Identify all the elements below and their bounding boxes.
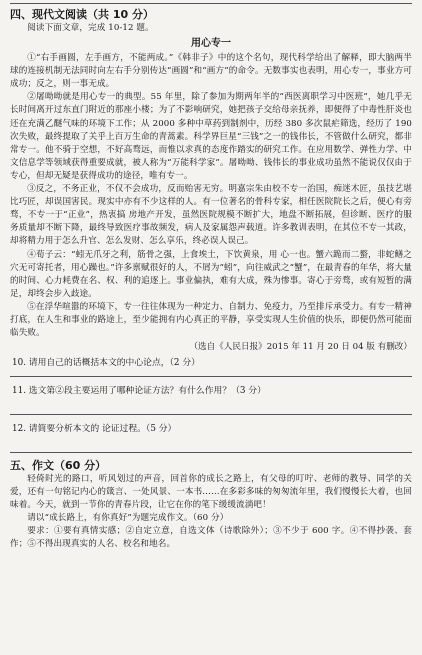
essay-requirements: 要求：①要有真情实感；②自定立意，自选文体（诗歌除外）；③不少于 600 字。④不得抄袭、套作；⑤不得出现真实的人名、校名和地名。	[10, 526, 412, 550]
essay-title-instruction: 请以“成长路上，有你真好”为题完成作文。（60 分）	[27, 512, 229, 523]
question-10: 10. 请用自己的话概括本文的中心论点，（2 分）	[12, 357, 200, 368]
paragraph-2: ②屠呦呦就是用心专一的典型。55 年里，除了参加为期两年半的“西医离职学习中医班”，她几乎无长时间离开过东直门附近的那座小楼；为了不影响研究，她把孩子交给母亲抚养，即便得了中毒性肝炎也还在充满乙醚气味的环境下工作；从 2000 多种中草药到制剂中，历经 380 多次鼠疟筛选，经历了 190 次失败，最终提取了关乎上百万生命的青蒿素。科学界巨星“三钱”之一的钱伟长，不管做什么研究，都非常专一。他不骑于空想，不好高骛远，而惟以求真的态度作踏实的研究工作。在应用数学、弹性力学、中文信息学等领域获得重要成就，被人称为“万能科学家”。屠呦呦、钱伟长的事业成功虽然不能说仅仅由于专心，但却无疑是获得成功的途径，唯有专一。	[10, 92, 412, 181]
paragraph-4: ④荀子云：“蚓无爪牙之利，筋骨之强，上食埃土，下饮黄泉，用 心一也。蟹六跪而二螯，非蛇鳝之穴无可寄托者，用心躁也。”许多禀赋很好的人，不屑为“蚓”，向往威武之“蟹”，在最青春的年华，将大量的时间、心力耗费在名、权、利的追逐上。事业偏执，难有大成，殊为惨事。寄心于旁骛，或有短暂的满足，却终会步入歧途。	[10, 249, 412, 299]
section5-heading: 五、作文（60 分）	[10, 458, 107, 472]
paragraph-5: ⑤在浮华喧嚣的环境下，专一往往体现为一种定力、自制力、免疫力，乃至排斥承受力。有专一精神打底，在人生和事业的路途上，至少能拥有内心真正的平静，享受实现人生价值的快乐，即便仍然可能面临失败。	[10, 301, 412, 339]
question-11: 11. 选文第②段主要运用了哪种论证方法？有什么作用？（3 分）	[12, 385, 266, 396]
question-12: 12. 请简要分析本文的 论证过程。（5 分）	[12, 423, 177, 434]
section4-heading: 四、现代文阅读（共 10 分）	[10, 8, 154, 21]
paragraph-3: ③反之，不务正业，不仅不会成功，反而贻害无穷。明嘉宗朱由校不专一治国，痴迷木匠，虽技艺堪比巧匠，却误国害民。现实中亦有不少这样的人。有一位著名的骨科专家，相任医院院长之后，便心有旁骛，不专一于“正业”，热衷搞 房地产开发，虽然医院规模不断扩大，地盘不断拓展，但诊断、医疗的服务质量却不断下降，最终导致医疗事故频发，病人及家属怨声载道。许多教训表明，在其位不专一其政，却将精力用于怎么升官、怎么发财、怎么享乐，终必误人误己。	[10, 184, 412, 247]
answer-line-12	[10, 452, 412, 453]
article-source: （选自《人民日报》2015 年 11 月 20 日 04 版 有删改）	[189, 342, 412, 353]
article-title: 用心专一	[191, 38, 231, 50]
top-rule	[10, 3, 412, 4]
essay-prompt: 轻倚时光的路口，听风划过的声音，回首你的成长之路上，有父母的叮咛、老师的教导、同学的关爱，还有一句铭记内心的箴言、一处风景、一本书……在多彩多味的匆匆流年里，我们慢慢长大着，也回味着。今天，就到一节你的青春片段，让它在你的笔下缓缓流淌吧！	[10, 473, 412, 510]
paragraph-1: ①“右手画圆，左手画方，不能两成。”《韩非子》中的这个名句，现代科学给出了解释，即大脑两半球的连接机制无法同时向左右手分别传达“画圆”和“画方”的命令。无数事实也表明，用心专一，事业方可成功；反之，则一事无成。	[10, 53, 412, 90]
section4-instruction: 阅读下面文章，完成 10-12 题。	[27, 23, 154, 33]
